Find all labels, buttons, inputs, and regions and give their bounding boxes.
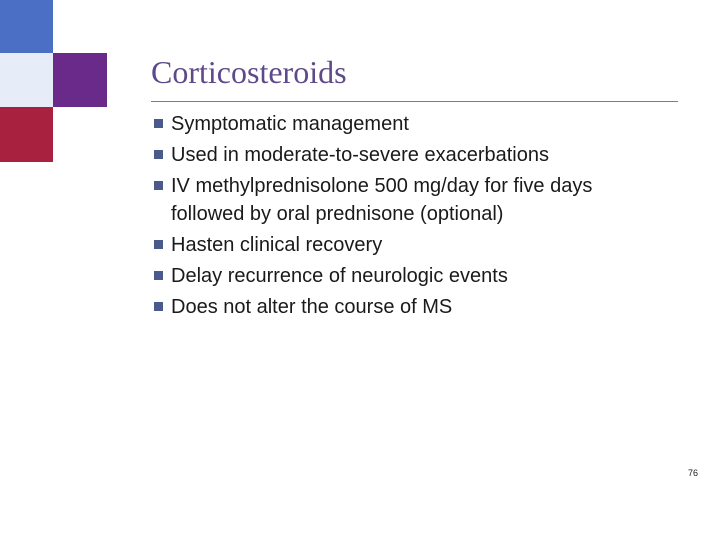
square-bullet-icon <box>154 150 163 159</box>
decorative-square-purple <box>53 53 107 107</box>
bullet-text: Hasten clinical recovery <box>171 234 383 256</box>
square-bullet-icon <box>154 181 163 190</box>
square-bullet-icon <box>154 302 163 311</box>
decorative-square-light-blue <box>0 53 53 107</box>
bullet-item <box>151 172 592 228</box>
bullet-list <box>151 110 592 324</box>
slide-title: Corticosteroids <box>151 54 347 90</box>
square-bullet-icon <box>154 271 163 280</box>
bullet-item <box>151 110 592 138</box>
bullet-text-continuation: followed by oral prednisone (optional) <box>171 203 504 225</box>
bullet-text: Symptomatic management <box>171 113 409 135</box>
bullet-text: Does not alter the course of MS <box>171 296 453 318</box>
page-number: 76 <box>688 468 699 478</box>
square-bullet-icon <box>154 119 163 128</box>
title-underline <box>151 101 678 102</box>
bullet-item <box>151 231 592 259</box>
bullet-item <box>151 293 592 321</box>
bullet-text: Delay recurrence of neurologic events <box>171 265 508 287</box>
decorative-square-blue <box>0 0 53 53</box>
bullet-item <box>151 262 592 290</box>
bullet-text: Used in moderate-to-severe exacerbations <box>171 144 549 166</box>
bullet-text: IV methylprednisolone 500 mg/day for five days <box>171 175 593 197</box>
decorative-square-red <box>0 107 53 162</box>
bullet-item <box>151 141 592 169</box>
square-bullet-icon <box>154 240 163 249</box>
